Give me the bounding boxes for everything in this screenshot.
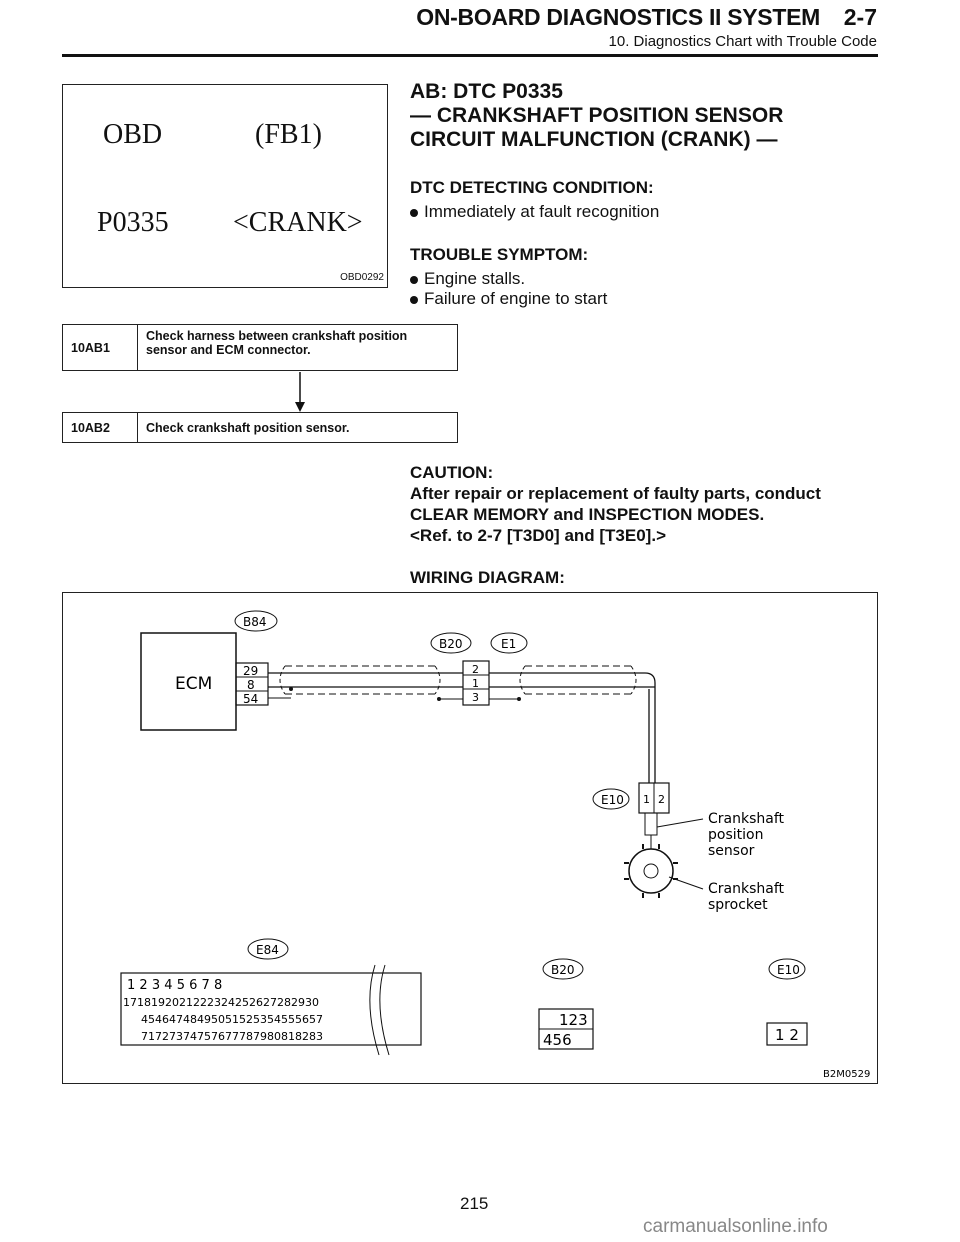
wiring-figure-id: B2M0529 [823,1069,871,1080]
flow-step-code: 10AB1 [63,325,138,371]
e10-pin: 2 [658,793,665,806]
flow-step-text: Check harness between crankshaft position sensor and ECM connector. [138,325,458,371]
page-number: 215 [460,1194,489,1213]
flow-step-code: 10AB2 [63,413,138,443]
b20-pin: 2 [472,663,479,676]
bullet-icon [410,276,418,284]
b20-face-row1: 123 [559,1011,588,1029]
crankshaft-sprocket-icon [629,849,673,893]
flow-step-text: Check crankshaft position sensor. [138,413,458,443]
symptom-item [410,269,525,289]
obd-figure-id: OBD0292 [340,272,384,283]
watermark: carmanualsonline.info [643,1216,828,1237]
dtc-title-line: AB: DTC P0335 [410,80,563,103]
e84-row2: 1718192021222324252627282930 [123,996,319,1009]
wiring-diagram-canvas [63,593,877,1083]
dtc-code-display: P0335 [97,207,169,238]
sensor-label: position [708,827,764,843]
symptom-heading: TROUBLE SYMPTOM: [410,245,589,264]
sprocket-label: Crankshaft [708,881,785,897]
connector-label: B84 [243,615,267,629]
detecting-item-text: Immediately at fault recognition [424,202,660,221]
header-title-text: ON-BOARD DIAGNOSTICS II SYSTEM [416,4,820,30]
dtc-title [410,80,783,152]
connector-label: E1 [501,637,517,651]
sensor-label: sensor [708,843,755,859]
header-rule [62,54,878,57]
caution-heading: CAUTION: [410,463,494,482]
e84-row1: 1 2 3 4 5 6 7 8 [127,978,223,993]
e84-row4: 71727374757677787980818283 [141,1030,323,1043]
dtc-crank-display: <CRANK> [233,207,363,238]
bullet-icon [410,296,418,304]
wiring-diagram [62,592,878,1084]
caution-line: CLEAR MEMORY and INSPECTION MODES. [410,505,765,524]
dtc-title-line: — CRANKSHAFT POSITION SENSOR [410,104,784,127]
flow-step-10ab2 [62,412,458,443]
header-subtitle: 10. Diagnostics Chart with Trouble Code [608,33,877,50]
caution-block [410,462,821,546]
header-title [298,4,878,31]
ecm-pin: 8 [247,678,255,692]
detecting-item [410,202,659,222]
connector-label: E10 [777,963,800,977]
b20-pin: 3 [472,691,479,704]
connector-label: E84 [256,943,279,957]
e10-face-row: 1 2 [775,1026,799,1044]
obd-display-figure [62,84,388,288]
flow-step-10ab1 [62,324,458,371]
section-number: 2-7 [843,4,877,30]
flow-arrow [290,372,310,412]
b20-face-row2: 456 [543,1031,572,1049]
dtc-title-line: CIRCUIT MALFUNCTION (CRANK) — [410,128,778,151]
connector-label: E10 [601,793,624,807]
wiring-heading: WIRING DIAGRAM: [410,568,565,587]
caution-line: After repair or replacement of faulty parts, conduct [410,484,821,503]
bullet-icon [410,209,418,217]
sensor-label: Crankshaft [708,811,785,827]
symptom-item [410,289,607,309]
connector-label: B20 [439,637,463,651]
symptom-item-text: Failure of engine to start [424,289,608,308]
obd-label: OBD [103,119,163,150]
ecm-pin: 29 [243,664,259,678]
caution-ref: <Ref. to 2-7 [T3D0] and [T3E0].> [410,526,666,545]
e84-row3: 45464748495051525354555657 [141,1013,323,1026]
ecm-label: ECM [175,674,213,694]
symptom-item-text: Engine stalls. [424,269,526,288]
detecting-heading: DTC DETECTING CONDITION: [410,178,654,197]
b20-pin: 1 [472,677,479,690]
connector-label: B20 [551,963,575,977]
e10-pin: 1 [643,793,650,806]
sprocket-label: sprocket [708,897,768,913]
ecm-pin: 54 [243,692,259,706]
obd-mode-label: (FB1) [255,119,322,150]
